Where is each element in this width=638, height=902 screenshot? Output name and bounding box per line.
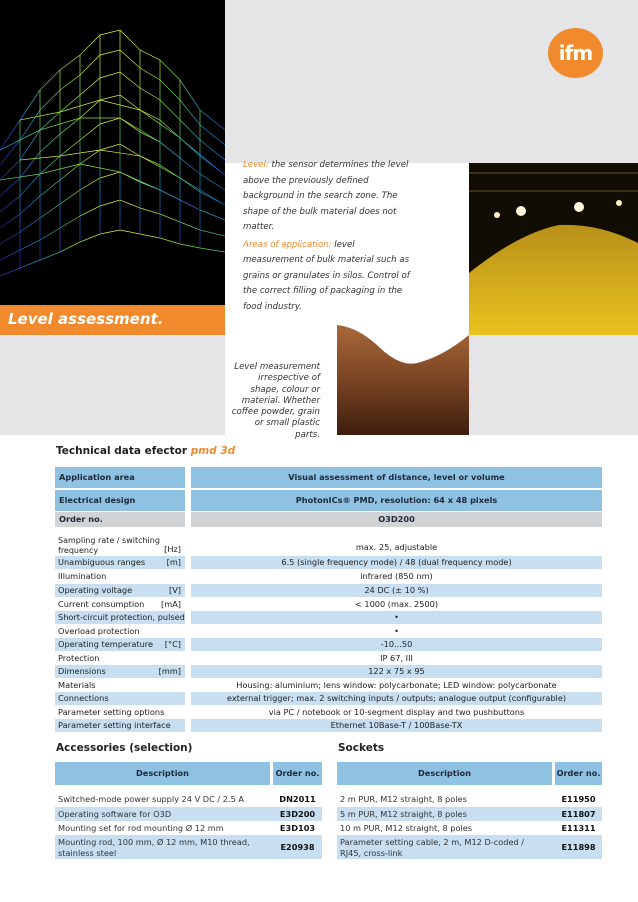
spec-row — [55, 611, 602, 624]
spec-label: Protection — [58, 653, 100, 663]
spec-label: Operating voltage — [55, 584, 185, 597]
spec-unit: [°C] — [164, 639, 181, 649]
accessories-col-description: Description — [55, 762, 270, 785]
socket-order-no: E11898 — [561, 842, 596, 852]
spec-label: Current consumption — [58, 599, 145, 609]
spec-row — [55, 638, 602, 651]
coffee-powder-photo — [337, 305, 469, 435]
sockets-col-description: Description — [337, 762, 552, 785]
spec-row — [55, 625, 602, 638]
spec-header-value: O3D200 — [191, 512, 602, 527]
accessory-description: Mounting set for rod mounting Ø 12 mm — [58, 823, 224, 833]
table-row — [337, 835, 602, 859]
spec-value: infrared (850 nm) — [360, 571, 433, 581]
sockets-title: Sockets — [338, 742, 385, 754]
spec-unit: [mA] — [161, 599, 181, 609]
spec-row — [55, 584, 602, 597]
spec-unit: [Hz] — [164, 544, 181, 554]
table-row — [55, 821, 322, 835]
spec-value: 6.5 (single frequency mode) / 48 (dual frequency mode) — [191, 556, 602, 569]
spec-value: -10...50 — [191, 638, 602, 651]
spec-value: • — [394, 626, 399, 636]
spec-label: Unambiguous ranges — [55, 556, 185, 569]
table-row — [337, 792, 602, 806]
socket-order-no: E11950 — [561, 794, 596, 804]
header-background — [225, 0, 638, 163]
spec-header-value: PhotonICs® PMD, resolution: 64 x 48 pixels — [191, 490, 602, 511]
spec-row — [55, 719, 602, 732]
spec-label: Materials — [58, 680, 96, 690]
spec-label: Parameter setting options — [58, 707, 165, 717]
spec-row — [55, 598, 602, 611]
spec-label: Dimensions — [55, 665, 185, 678]
spec-value: via PC / notebook or 10-segment display and two pushbuttons — [268, 707, 525, 717]
spec-unit: [V] — [169, 585, 181, 595]
spec-label: Connections — [55, 692, 185, 705]
title-banner — [0, 305, 225, 335]
accessory-order-no: DN2011 — [279, 794, 316, 804]
intro-paragraph-applications: Areas of application: level measurement of bulk material such as grains or granulates in silos. Control of the correct filling of packaging in the food industry. — [243, 239, 410, 312]
spec-row — [55, 665, 602, 678]
sockets-table — [337, 762, 602, 862]
spec-value: 24 DC (± 10 %) — [191, 584, 602, 597]
table-row — [337, 807, 602, 821]
ifm-logo: ifm — [548, 28, 603, 78]
spec-label: Illumination — [58, 571, 107, 581]
accessories-title: Accessories (selection) — [56, 742, 193, 754]
spec-label: Overload protection — [58, 626, 140, 636]
tech-data-title: Technical data efector pmd 3d — [56, 445, 236, 457]
accessory-description: Switched-mode power supply 24 V DC / 2.5 A — [58, 794, 244, 804]
silo-photo — [469, 163, 638, 335]
spec-value: • — [191, 611, 602, 624]
spec-label: Operating temperature — [55, 638, 185, 651]
spec-header-label: Electrical design — [55, 490, 185, 511]
table-row — [55, 807, 322, 821]
spec-value: IP 67, III — [380, 653, 413, 663]
spec-row — [55, 536, 602, 556]
spec-row — [55, 692, 602, 705]
accessory-description: Mounting rod, 100 mm, Ø 12 mm, M10 thread, stainless steel — [58, 837, 250, 858]
socket-description: 2 m PUR, M12 straight, 8 poles — [340, 794, 467, 804]
3d-mesh-image — [0, 0, 225, 305]
spec-label: Sampling rate / switching frequency — [58, 536, 160, 555]
spec-value: max. 25, adjustable — [355, 542, 438, 552]
spec-row — [55, 556, 602, 569]
spec-label: Parameter setting interface — [55, 719, 185, 732]
spec-value: < 1000 (max. 2500) — [354, 599, 439, 609]
socket-order-no: E11311 — [561, 823, 596, 833]
spec-value: Ethernet 10Base-T / 100Base-TX — [191, 719, 602, 732]
spec-header-label: Order no. — [55, 512, 185, 527]
spec-row — [55, 679, 602, 692]
grey-panel-right — [469, 335, 638, 435]
accessory-order-no: E20938 — [280, 842, 315, 852]
accessory-order-no: E3D103 — [279, 823, 316, 833]
table-row — [337, 821, 602, 835]
table-row — [55, 835, 322, 859]
spec-row — [55, 706, 602, 719]
socket-description: Parameter setting cable, 2 m, M12 D-coded / RJ45, cross-link — [340, 837, 525, 858]
socket-order-no: E11807 — [561, 809, 596, 819]
intro-paragraph-level: Level: the sensor determines the level above the previously defined background in the search zone. The shape of the bulk material does not matter. — [243, 160, 409, 232]
spec-unit: [mm] — [158, 666, 181, 676]
spec-label: Short-circuit protection, pulsed — [55, 611, 185, 624]
spec-header-value: Visual assessment of distance, level or volume — [191, 467, 602, 488]
spec-unit: [m] — [166, 557, 181, 567]
accessories-col-order: Order no. — [273, 762, 322, 785]
spec-value: 122 x 75 x 95 — [191, 665, 602, 678]
spec-value: Housing: aluminium; lens window: polycarbonate; LED window: polycarbonate — [236, 680, 557, 690]
socket-description: 5 m PUR, M12 straight, 8 poles — [340, 809, 467, 819]
accessory-order-no: E3D200 — [279, 809, 316, 819]
spec-value: external trigger; max. 2 switching inputs / outputs; analogue output (configurable) — [191, 692, 602, 705]
socket-description: 10 m PUR, M12 straight, 8 poles — [340, 823, 473, 833]
spec-header-label: Application area — [55, 467, 185, 488]
spec-row — [55, 570, 602, 583]
intro-text — [243, 158, 413, 317]
spec-order-row — [55, 512, 602, 527]
accessories-table — [55, 762, 322, 862]
grey-panel-left — [0, 335, 225, 435]
table-row — [55, 792, 322, 806]
image-caption: Level measurement irrespective of shape, colour or material. Whether coffee powder, grain or small plastic parts. — [231, 362, 320, 440]
spec-row — [55, 652, 602, 665]
page-title: Level assessment. — [8, 310, 164, 328]
accessory-description: Operating software for O3D — [58, 809, 172, 819]
sockets-col-order: Order no. — [555, 762, 602, 785]
